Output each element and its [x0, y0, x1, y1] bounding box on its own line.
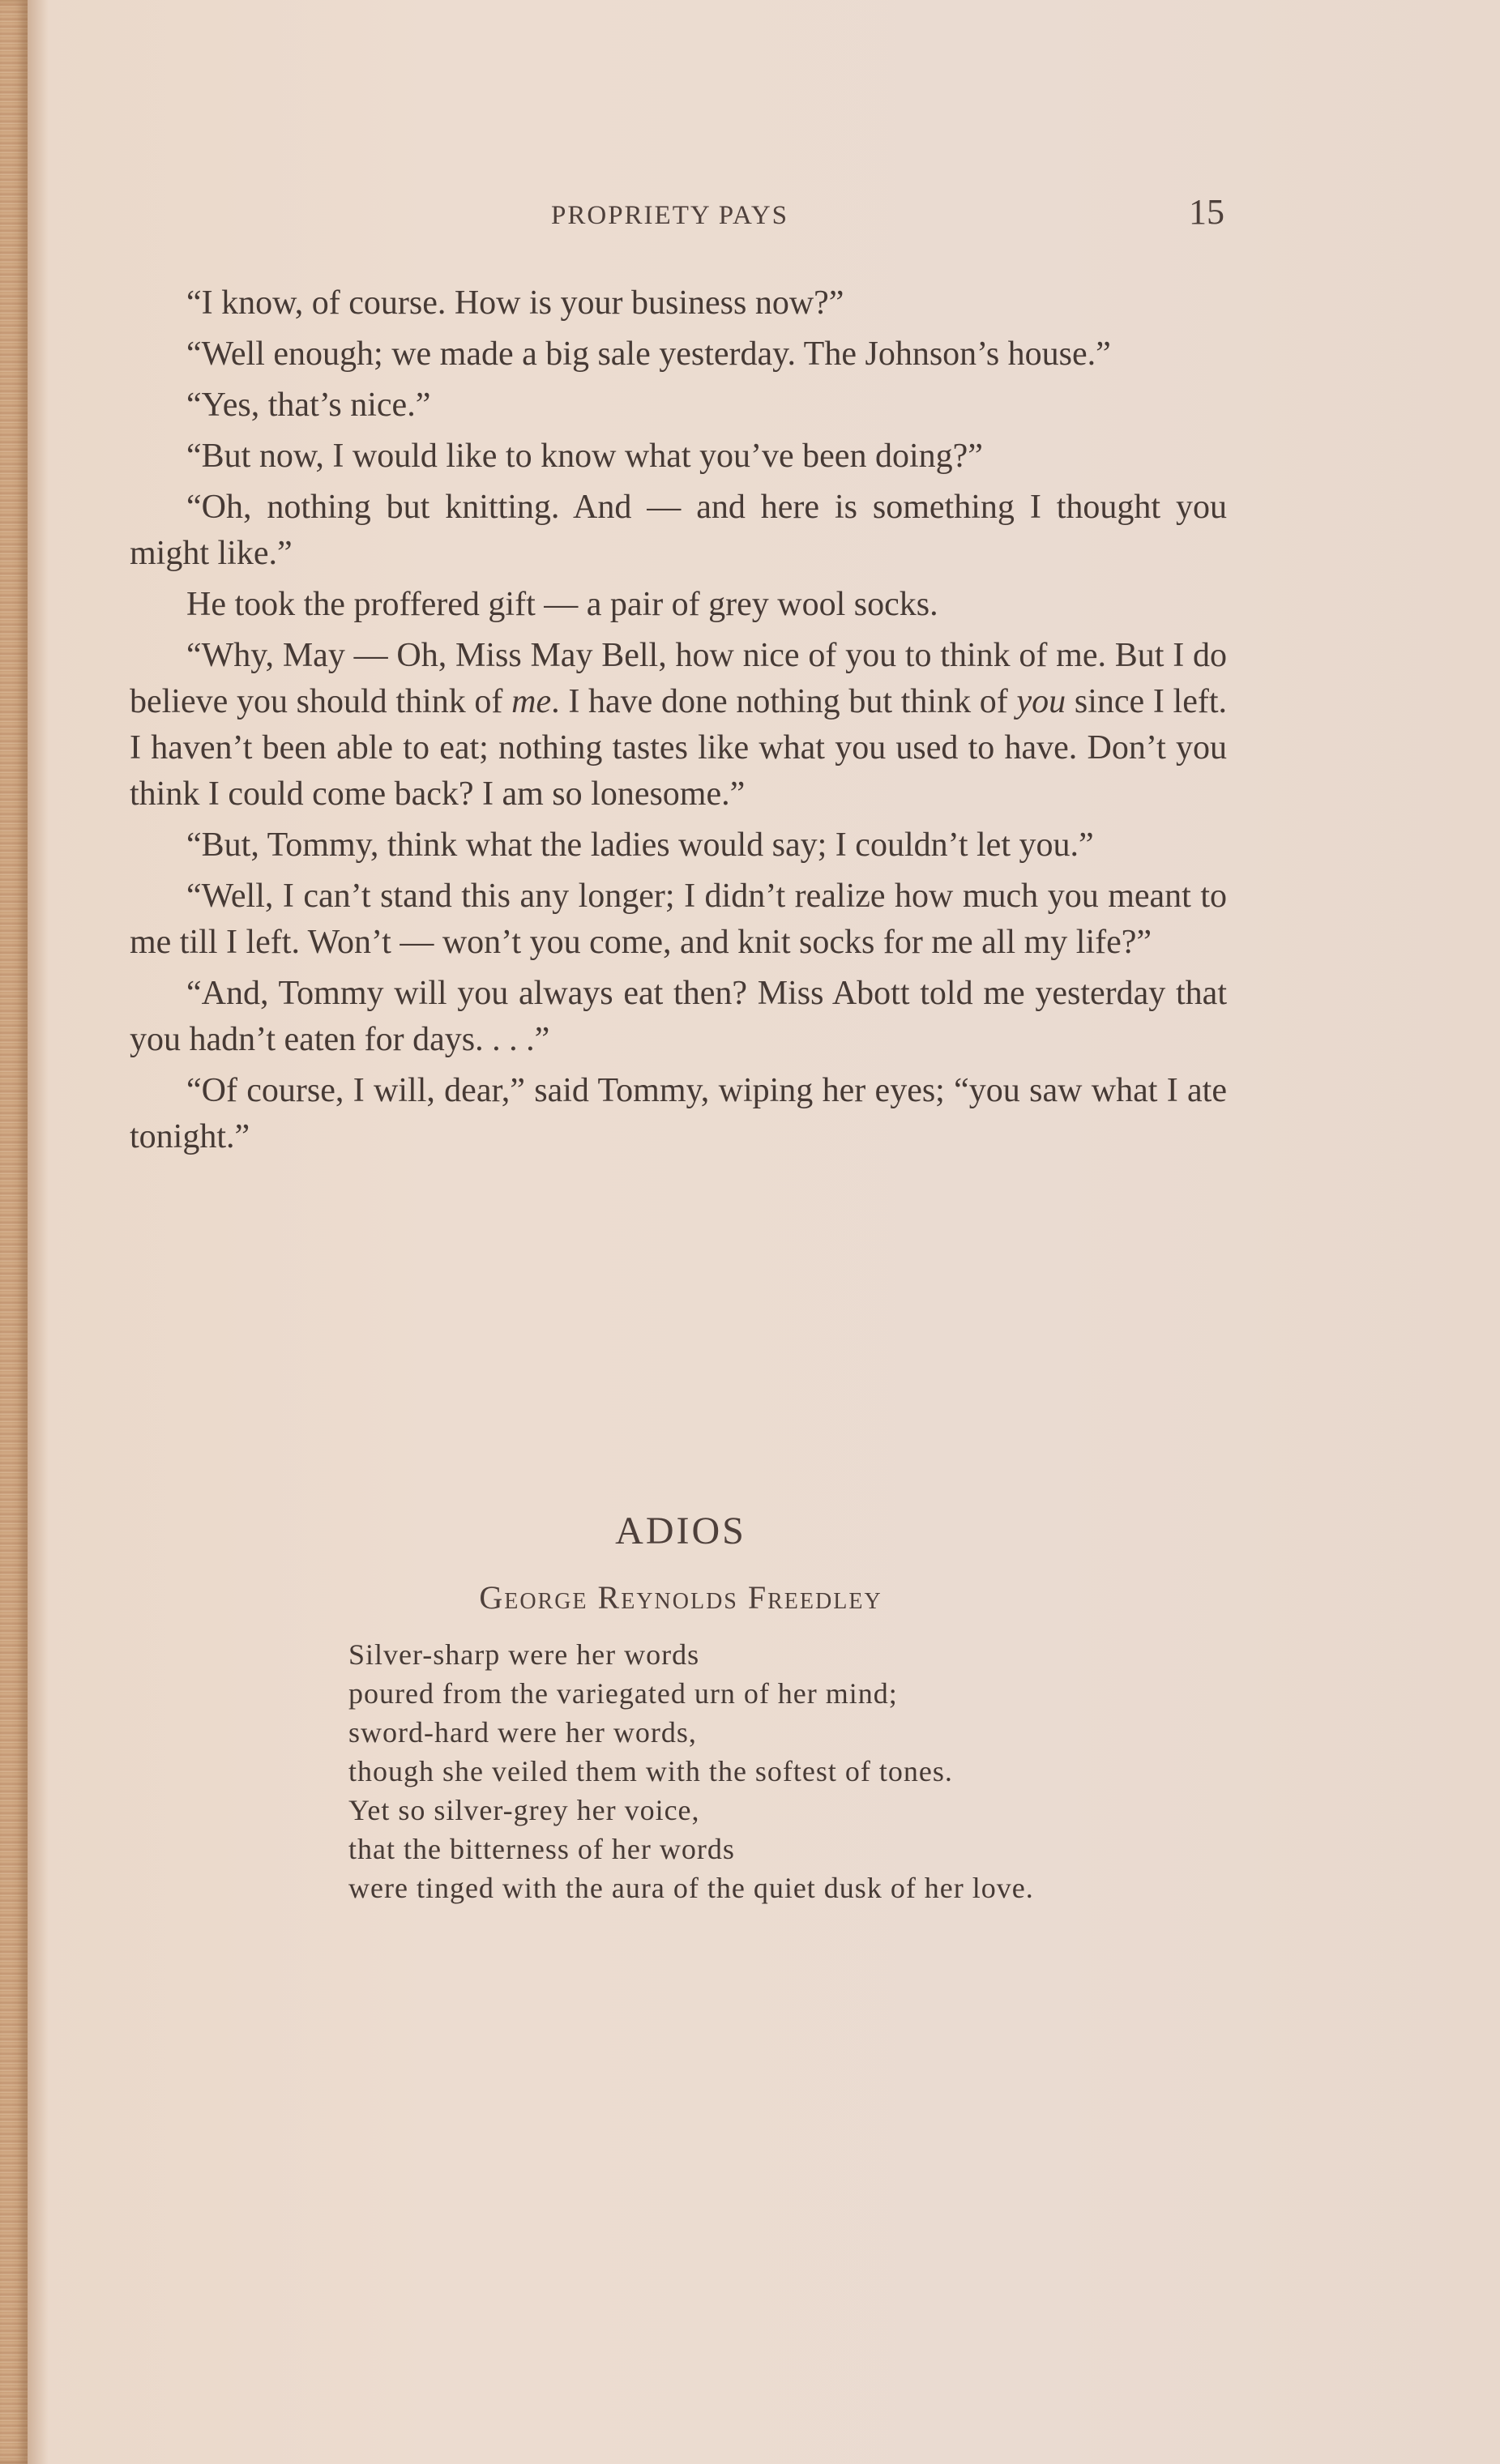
poem-body — [348, 1635, 1034, 1907]
paragraph: He took the proffered gift — a pair of grey wool socks. — [186, 586, 938, 623]
poem-line: though she veiled them with the softest of tones. — [348, 1755, 953, 1787]
paragraph: “Well, I can’t stand this any longer; I didn’t realize how much you meant to me till I left. Won’t — won’t you come, and knit socks for me all my life?” — [130, 878, 1227, 961]
emphasis: me — [511, 683, 552, 720]
paragraph: “I know, of course. How is your business now?” — [186, 284, 844, 322]
poem-line: that the bitterness of her words — [348, 1833, 735, 1865]
poem-line: were tinged with the aura of the quiet dusk of her love. — [348, 1872, 1034, 1904]
poem-line: sword-hard were her words, — [348, 1716, 697, 1749]
text-run: “Why, May — Oh, Miss May Bell, how nice of you to think of me. But I do believe you should think of — [130, 637, 1227, 720]
story-text — [130, 280, 1227, 1165]
paragraph: “And, Tommy will you always eat then? Miss Abott told me yesterday that you hadn’t eaten for days. . . .” — [130, 975, 1227, 1058]
book-binding-edge — [0, 0, 28, 2464]
poem-line: poured from the variegated urn of her mind; — [348, 1677, 898, 1710]
paragraph: “But now, I would like to know what you’ve been doing?” — [186, 438, 983, 475]
poem-author: George Reynolds Freedley — [479, 1579, 882, 1616]
paragraph: “Yes, that’s nice.” — [186, 386, 431, 424]
paragraph: “Oh, nothing but knitting. And — and here is something I thought you might like.” — [130, 489, 1227, 572]
paragraph — [130, 633, 1227, 818]
paragraph: “Well enough; we made a big sale yesterday. The Johnson’s house.” — [186, 335, 1111, 373]
poem-line: Silver-sharp were her words — [348, 1638, 700, 1671]
text-run: since I left. I haven’t been able to eat; nothing tastes like what you used to have. Don’t you think I could come back? I am so lonesome.” — [130, 683, 1227, 813]
poem-line: Yet so silver-grey her voice, — [348, 1794, 700, 1826]
binding-shadow — [28, 0, 49, 2464]
page-number: 15 — [1189, 192, 1224, 232]
poem-title: ADIOS — [615, 1510, 746, 1552]
paragraph: “But, Tommy, think what the ladies would say; I couldn’t let you.” — [186, 826, 1094, 864]
text-run: . I have done nothing but think of — [551, 683, 1017, 720]
paragraph: “Of course, I will, dear,” said Tommy, wiping her eyes; “you saw what I ate tonight.” — [130, 1072, 1227, 1155]
emphasis: you — [1016, 683, 1066, 720]
running-head: PROPRIETY PAYS — [551, 201, 789, 230]
